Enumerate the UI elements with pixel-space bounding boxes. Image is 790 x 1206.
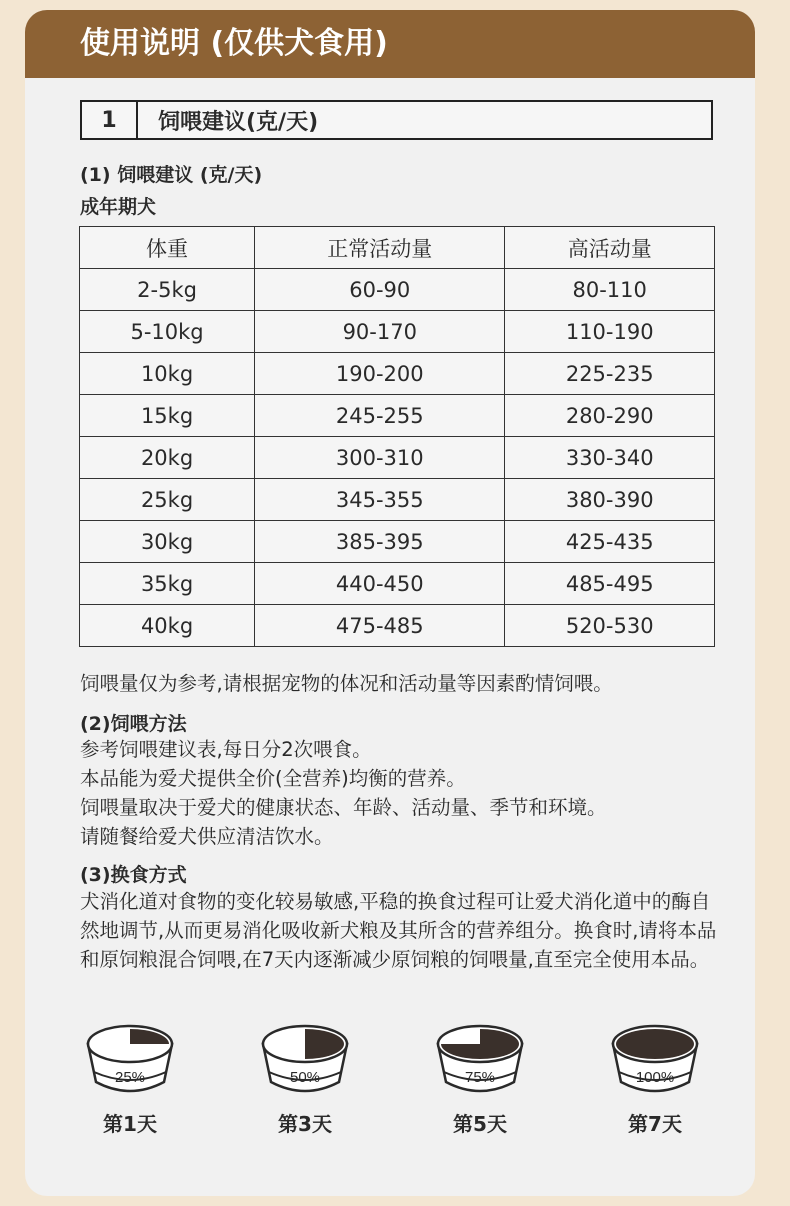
table-cell: 10kg	[80, 353, 255, 395]
table-row	[80, 395, 715, 437]
table-cell: 5-10kg	[80, 311, 255, 353]
bowl-icon	[259, 1020, 351, 1098]
feeding-table	[79, 226, 715, 647]
table-cell: 485-495	[505, 563, 715, 605]
bowl-percent: 100%	[635, 1069, 675, 1086]
bowl-icon	[609, 1020, 701, 1098]
table-cell: 190-200	[255, 353, 505, 395]
table-cell: 300-310	[255, 437, 505, 479]
table-cell: 225-235	[505, 353, 715, 395]
switch-title: (3)换食方式	[80, 864, 187, 886]
method-line: 参考饲喂建议表,每日分2次喂食。	[80, 738, 372, 761]
table-row	[80, 311, 715, 353]
bowl-day-label: 第5天	[453, 1112, 507, 1136]
table-row	[80, 437, 715, 479]
table-cell: 245-255	[255, 395, 505, 437]
table-header-cell: 高活动量	[505, 227, 715, 269]
table-cell: 280-290	[505, 395, 715, 437]
table-header-cell: 体重	[80, 227, 255, 269]
food-fill	[130, 1029, 169, 1044]
table-cell: 380-390	[505, 479, 715, 521]
table-row	[80, 521, 715, 563]
section-header	[80, 100, 713, 140]
table-row	[80, 269, 715, 311]
header-title: 使用说明 (仅供犬食用)	[25, 10, 755, 78]
feeding-subtitle: (1) 饲喂建议 (克/天)	[80, 164, 263, 186]
feeding-bowl-step	[600, 1020, 710, 1137]
table-cell: 35kg	[80, 563, 255, 605]
bowl-day-label: 第7天	[628, 1112, 682, 1136]
method-title: (2)饲喂方法	[80, 713, 187, 735]
table-cell: 385-395	[255, 521, 505, 563]
bowl-percent: 25%	[114, 1069, 146, 1086]
table-cell: 20kg	[80, 437, 255, 479]
table-cell: 15kg	[80, 395, 255, 437]
feeding-bowl-step	[75, 1020, 185, 1137]
table-row	[80, 479, 715, 521]
section-title: 饲喂建议(克/天)	[158, 109, 319, 135]
feeding-group: 成年期犬	[80, 196, 157, 218]
table-cell: 90-170	[255, 311, 505, 353]
feeding-bowl-step	[425, 1020, 535, 1137]
method-line: 饲喂量取决于爱犬的健康状态、年龄、活动量、季节和环境。	[80, 796, 607, 819]
table-cell: 110-190	[505, 311, 715, 353]
switch-text: 犬消化道对食物的变化较易敏感,平稳的换食过程可让爱犬消化道中的酶自然地调节,从而更易消化吸收新犬粮及其所含的营养组分。换食时,请将本品和原饲粮混合饲喂,在7天内逐渐减少原饲粮的饲喂量,直至完全使用本品。	[80, 890, 717, 971]
table-cell: 520-530	[505, 605, 715, 647]
feeding-bowl-step	[250, 1020, 360, 1137]
section-number: 1	[82, 102, 138, 138]
bowl-day-label: 第3天	[278, 1112, 332, 1136]
table-cell: 440-450	[255, 563, 505, 605]
bowl-day-label: 第1天	[103, 1112, 157, 1136]
table-row	[80, 563, 715, 605]
table-cell: 25kg	[80, 479, 255, 521]
table-cell: 30kg	[80, 521, 255, 563]
table-cell: 40kg	[80, 605, 255, 647]
table-row	[80, 605, 715, 647]
table-row	[80, 353, 715, 395]
table-header-row	[80, 227, 715, 269]
feeding-note: 饲喂量仅为参考,请根据宠物的体况和活动量等因素酌情饲喂。	[80, 672, 613, 695]
food-fill	[616, 1029, 694, 1059]
table-cell: 345-355	[255, 479, 505, 521]
method-line: 请随餐给爱犬供应清洁饮水。	[80, 825, 334, 848]
table-cell: 425-435	[505, 521, 715, 563]
table-cell: 475-485	[255, 605, 505, 647]
bowl-percent: 50%	[289, 1069, 321, 1086]
table-cell: 80-110	[505, 269, 715, 311]
table-cell: 60-90	[255, 269, 505, 311]
table-header-cell: 正常活动量	[255, 227, 505, 269]
bowl-icon	[84, 1020, 176, 1098]
bowl-percent: 75%	[464, 1069, 496, 1086]
method-line: 本品能为爱犬提供全价(全营养)均衡的营养。	[80, 767, 466, 790]
table-cell: 330-340	[505, 437, 715, 479]
instruction-card	[25, 10, 755, 1196]
bowl-icon	[434, 1020, 526, 1098]
table-cell: 2-5kg	[80, 269, 255, 311]
